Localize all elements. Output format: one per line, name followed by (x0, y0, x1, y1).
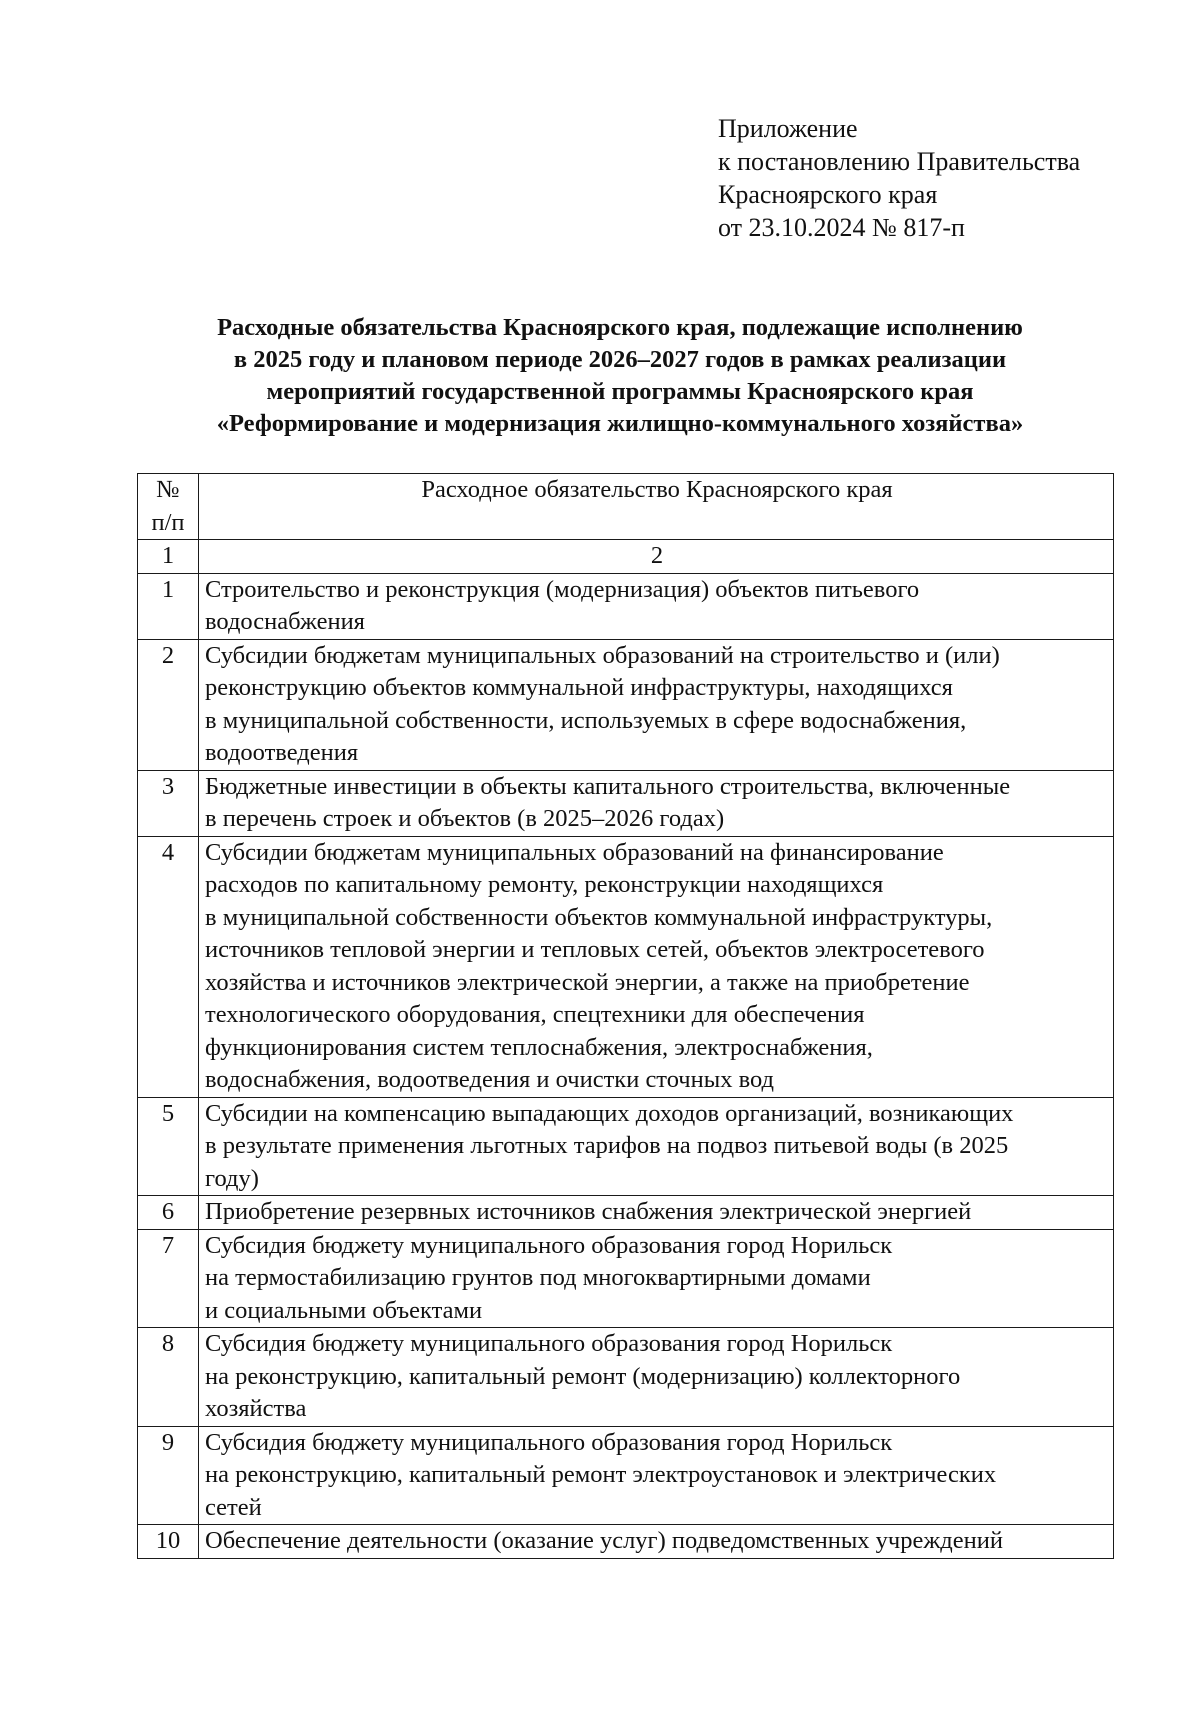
table-row (138, 1328, 1114, 1427)
obligation-line: на реконструкцию, капитальный ремонт (модернизацию) коллекторного (205, 1362, 961, 1390)
appendix-block (718, 112, 1080, 244)
row-number-cell: 3 (138, 770, 199, 836)
obligation-cell (199, 1525, 1114, 1559)
obligation-line: сетей (205, 1493, 262, 1521)
header-number-line: п/п (151, 508, 185, 536)
obligation-line: источников тепловой энергии и тепловых сетей, объектов электросетевого (205, 936, 985, 963)
obligation-cell (199, 573, 1114, 639)
obligations-table (137, 473, 1114, 1559)
appendix-line: от 23.10.2024 № 817-п (718, 213, 965, 242)
header-obligation-cell: Расходное обязательство Красноярского края (199, 474, 1114, 540)
row-number-cell: 6 (138, 1196, 199, 1230)
obligation-line: в муниципальной собственности объектов коммунальной инфраструктуры, (205, 903, 993, 931)
column-number-cell: 2 (199, 540, 1114, 574)
table-row (138, 639, 1114, 770)
table-body (138, 540, 1114, 1559)
table-row (138, 1097, 1114, 1196)
obligation-cell (199, 836, 1114, 1097)
column-number-cell: 1 (138, 540, 199, 574)
obligation-cell (199, 1229, 1114, 1328)
obligation-cell (199, 1426, 1114, 1525)
table-row (138, 770, 1114, 836)
column-numbers-row (138, 540, 1114, 574)
row-number-cell: 1 (138, 573, 199, 639)
obligation-line: и социальными объектами (205, 1296, 483, 1324)
obligation-line: на реконструкцию, капитальный ремонт электроустановок и электрических (205, 1461, 997, 1488)
obligation-line: в результате применения льготных тарифов на подвоз питьевой воды (в 2025 (205, 1132, 1009, 1159)
table-row (138, 1229, 1114, 1328)
obligation-cell (199, 1328, 1114, 1427)
title-line: мероприятий государственной программы Красноярского края (266, 378, 974, 405)
obligation-line: хозяйства (205, 1395, 307, 1422)
table-row (138, 1196, 1114, 1230)
obligation-line: Субсидии на компенсацию выпадающих доходов организаций, возникающих (205, 1099, 1014, 1127)
obligation-line: в муниципальной собственности, используемых в сфере водоснабжения, (205, 706, 967, 734)
obligation-line: году) (205, 1164, 259, 1192)
table-header-row (138, 474, 1114, 540)
title-line: в 2025 году и плановом периоде 2026–2027 годов в рамках реализации (233, 346, 1007, 373)
header-number-cell (138, 474, 199, 540)
row-number-cell: 2 (138, 639, 199, 770)
document-title (140, 312, 1100, 440)
obligation-line: расходов по капитальному ремонту, реконструкции находящихся (205, 871, 884, 898)
obligation-line: в перечень строек и объектов (в 2025–2026 годах) (205, 805, 725, 832)
appendix-line: Приложение (718, 114, 858, 143)
row-number-cell: 5 (138, 1097, 199, 1196)
header-number-line: № (156, 476, 180, 503)
obligation-line: Приобретение резервных источников снабжения электрической энергией (205, 1198, 972, 1225)
obligation-line: Субсидия бюджету муниципального образования город Норильск (205, 1231, 893, 1259)
obligation-cell (199, 1196, 1114, 1230)
obligation-line: водоснабжения (205, 608, 365, 635)
obligation-line: водоснабжения, водоотведения и очистки сточных вод (205, 1066, 774, 1093)
obligation-line: Строительство и реконструкция (модернизация) объектов питьевого (205, 575, 920, 603)
table-row (138, 573, 1114, 639)
appendix-line: к постановлению Правительства (718, 147, 1081, 176)
row-number-cell: 10 (138, 1525, 199, 1559)
obligation-line: Субсидия бюджету муниципального образования город Норильск (205, 1428, 893, 1456)
obligation-line: Обеспечение деятельности (оказание услуг) подведомственных учреждений (205, 1527, 1003, 1554)
obligation-line: Субсидии бюджетам муниципальных образований на строительство и (или) (205, 641, 1000, 669)
obligation-cell (199, 639, 1114, 770)
obligation-line: функционирования систем теплоснабжения, электроснабжения, (205, 1033, 873, 1061)
obligation-line: водоотведения (205, 739, 359, 766)
row-number-cell: 8 (138, 1328, 199, 1427)
obligation-line: технологического оборудования, спецтехники для обеспечения (205, 1001, 865, 1028)
obligation-line: реконструкцию объектов коммунальной инфраструктуры, находящихся (205, 674, 953, 701)
obligation-line: на термостабилизацию грунтов под многоквартирными домами (205, 1264, 871, 1291)
obligation-cell (199, 1097, 1114, 1196)
obligation-line: Бюджетные инвестиции в объекты капитального строительства, включенные (205, 772, 1011, 800)
obligation-line: хозяйства и источников электрической энергии, а также на приобретение (205, 968, 970, 996)
title-line: «Реформирование и модернизация жилищно-коммунального хозяйства» (216, 410, 1024, 437)
row-number-cell: 9 (138, 1426, 199, 1525)
row-number-cell: 7 (138, 1229, 199, 1328)
title-line: Расходные обязательства Красноярского края, подлежащие исполнению (217, 314, 1023, 341)
obligation-cell (199, 770, 1114, 836)
appendix-line: Красноярского края (718, 180, 938, 209)
table-row (138, 1525, 1114, 1559)
table-row (138, 1426, 1114, 1525)
table-row (138, 836, 1114, 1097)
obligation-line: Субсидия бюджету муниципального образования город Норильск (205, 1330, 893, 1357)
obligation-line: Субсидии бюджетам муниципальных образований на финансирование (205, 838, 944, 866)
row-number-cell: 4 (138, 836, 199, 1097)
